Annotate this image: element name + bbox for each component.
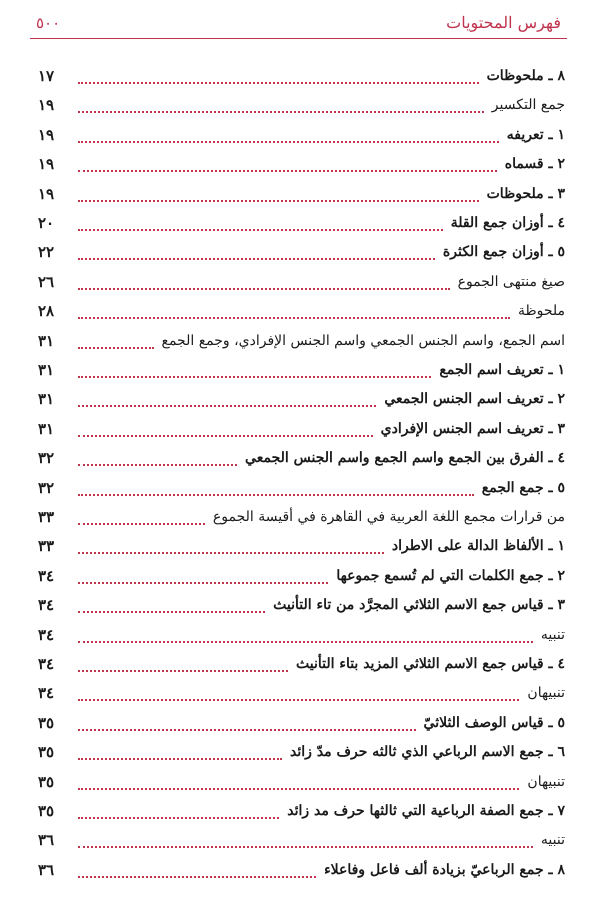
toc-dot-leader <box>78 435 373 437</box>
toc-page-number: ١٧ <box>38 67 55 85</box>
running-title: فهرس المحتويات <box>446 13 561 32</box>
toc-entry <box>38 619 565 647</box>
toc-page-number: ٢٨ <box>38 302 55 321</box>
toc-entry <box>38 148 565 176</box>
toc-entry-title: ٣ ـ تعريف اسم الجنس الإفرادي <box>380 420 565 437</box>
toc-dot-leader <box>78 170 497 172</box>
toc-entry <box>38 824 565 852</box>
toc-entry-title: ٢ ـ تعريف اسم الجنس الجمعي <box>384 391 565 408</box>
toc-entry-title: تنبيهان <box>527 685 565 702</box>
toc-entry-title: ١ ـ الألفاظ الدالة على الاطراد <box>391 538 565 555</box>
toc-entry-title: ٧ ـ جمع الصفة الرباعية التي ثالثها حرف مد زائد <box>287 803 565 819</box>
toc-entry-title: ٢ ـ جمع الكلمات التي لم تُسمع جموعها <box>336 567 565 584</box>
toc-page-number: ٢٦ <box>38 272 55 291</box>
toc-page-number: ١٩ <box>38 184 55 203</box>
toc-entry-title: ٨ ـ ملحوظات <box>486 68 565 84</box>
toc-entry-title: صيغ منتهى الجموع <box>457 273 565 290</box>
toc-dot-leader <box>78 699 519 701</box>
toc-dot-leader <box>78 729 416 731</box>
page-number: ٥٠٠ <box>36 14 61 32</box>
toc-page-number: ٣٣ <box>38 537 55 556</box>
toc-page-number: ١٩ <box>38 96 55 115</box>
toc-dot-leader <box>78 82 479 84</box>
toc-entry-title: ٣ ـ ملحوظات <box>486 185 565 202</box>
toc-page-number: ٣١ <box>38 361 55 379</box>
toc-entry-title: ٤ ـ قياس جمع الاسم الثلاثي المزيد بتاء التأنيث <box>295 656 565 672</box>
toc-page-number: ٣٥ <box>38 713 55 732</box>
toc-page-number: ٣١ <box>38 331 55 350</box>
toc-page-number: ٣١ <box>38 419 55 438</box>
toc-page-number: ١٩ <box>38 155 55 174</box>
toc-dot-leader <box>78 200 479 202</box>
toc-dot-leader <box>78 464 237 466</box>
toc-entry-title: ٨ ـ جمع الرباعيّ بزيادة ألف فاعل وفاعلاء <box>324 861 565 878</box>
toc-page-number: ٣٥ <box>38 802 55 820</box>
toc-dot-leader <box>78 376 431 378</box>
toc-page-number: ٣٥ <box>38 743 55 762</box>
toc-page-number: ٣٤ <box>38 566 55 585</box>
toc-page-number: ٣٤ <box>38 625 55 644</box>
toc-dot-leader <box>78 641 533 643</box>
toc-dot-leader <box>78 111 484 113</box>
toc-entry <box>38 648 565 676</box>
toc-entry <box>38 178 565 206</box>
toc-entry <box>38 766 565 794</box>
toc-page-number: ٣١ <box>38 390 55 409</box>
toc-dot-leader <box>78 758 282 760</box>
toc-entry-title: ٣ ـ قياس جمع الاسم الثلاثي المجرَّد من تاء التأنيث <box>273 597 565 614</box>
toc-entry <box>38 325 565 353</box>
toc-entry <box>38 707 565 735</box>
toc-dot-leader <box>78 229 443 231</box>
toc-entry-title: ٥ ـ أوزان جمع الكثرة <box>442 244 565 261</box>
toc-page-number: ٣٥ <box>38 772 55 791</box>
toc-dot-leader <box>78 817 279 819</box>
toc-entry-title: تنبيه <box>540 626 565 643</box>
toc-entry <box>38 266 565 294</box>
toc-dot-leader <box>78 611 265 613</box>
toc-entry <box>38 472 565 500</box>
toc-entry <box>38 530 565 558</box>
toc-dot-leader <box>78 347 154 349</box>
toc-entry <box>38 236 565 264</box>
toc-page-number: ٣٦ <box>38 860 55 879</box>
toc-entry-title: ٥ ـ جمع الجمع <box>481 479 565 496</box>
toc-dot-leader <box>78 494 474 496</box>
toc-dot-leader <box>78 317 510 319</box>
toc-entry <box>38 60 565 88</box>
toc-entry-title: اسم الجمع، واسم الجنس الجمعي واسم الجنس الإفرادي، وجمع الجمع <box>161 332 565 349</box>
toc-entry-title: ٢ ـ قسماه <box>504 156 565 173</box>
toc-entry <box>38 854 565 882</box>
toc-entry-title: من قرارات مجمع اللغة العربية في القاهرة في أقيسة الجموع <box>212 509 565 525</box>
toc-entry <box>38 589 565 617</box>
toc-dot-leader <box>78 846 533 848</box>
toc-entry <box>38 736 565 764</box>
toc-dot-leader <box>78 405 376 407</box>
toc-entry <box>38 677 565 705</box>
toc-entry <box>38 119 565 147</box>
toc-entry <box>38 560 565 588</box>
toc-page-number: ٣٤ <box>38 684 55 703</box>
toc-entry-title: ملحوظة <box>517 303 565 320</box>
toc-dot-leader <box>78 552 384 554</box>
toc-page-number: ٣٢ <box>38 449 55 468</box>
toc-entry <box>38 413 565 441</box>
toc-page-number: ٣٣ <box>38 508 55 526</box>
toc-entry <box>38 442 565 470</box>
toc-entry <box>38 501 565 529</box>
toc-entry <box>38 295 565 323</box>
toc-dot-leader <box>78 876 316 878</box>
toc-entry-title: تنبيه <box>540 832 565 849</box>
toc-dot-leader <box>78 141 499 143</box>
toc-entry-title: ٥ ـ قياس الوصف الثلاثيّ <box>423 714 565 731</box>
toc-entry-title: تنبيهان <box>527 773 565 790</box>
toc-page-number: ٣٤ <box>38 655 55 673</box>
toc-entry-title: ١ ـ تعريفه <box>506 126 565 143</box>
toc-entry-title: جمع التكسير <box>491 97 565 114</box>
toc-page-number: ٣٦ <box>38 831 55 850</box>
toc-dot-leader <box>78 582 328 584</box>
toc-entry <box>38 795 565 823</box>
toc-entry <box>38 89 565 117</box>
toc-page-number: ٣٢ <box>38 478 55 497</box>
toc-entry <box>38 354 565 382</box>
toc-entry <box>38 383 565 411</box>
toc-entry-title: ٤ ـ الفرق بين الجمع واسم الجمع واسم الجنس الجمعي <box>245 450 565 467</box>
toc-dot-leader <box>78 258 435 260</box>
toc-dot-leader <box>78 288 450 290</box>
toc-dot-leader <box>78 788 519 790</box>
toc-entry-title: ١ ـ تعريف اسم الجمع <box>439 362 565 378</box>
toc-page-number: ٣٤ <box>38 596 55 615</box>
toc-entry-title: ٤ ـ أوزان جمع القلة <box>450 215 565 231</box>
toc-page-number: ٢٠ <box>38 214 55 232</box>
toc-dot-leader <box>78 670 288 672</box>
toc-entry <box>38 207 565 235</box>
toc-entry-title: ٦ ـ جمع الاسم الرباعي الذي ثالثه حرف مدّ زائد <box>290 744 565 761</box>
page-header <box>30 12 567 39</box>
toc-dot-leader <box>78 523 205 525</box>
toc-page-number: ١٩ <box>38 125 55 144</box>
toc-page-number: ٢٢ <box>38 243 55 262</box>
table-of-contents <box>38 60 565 880</box>
